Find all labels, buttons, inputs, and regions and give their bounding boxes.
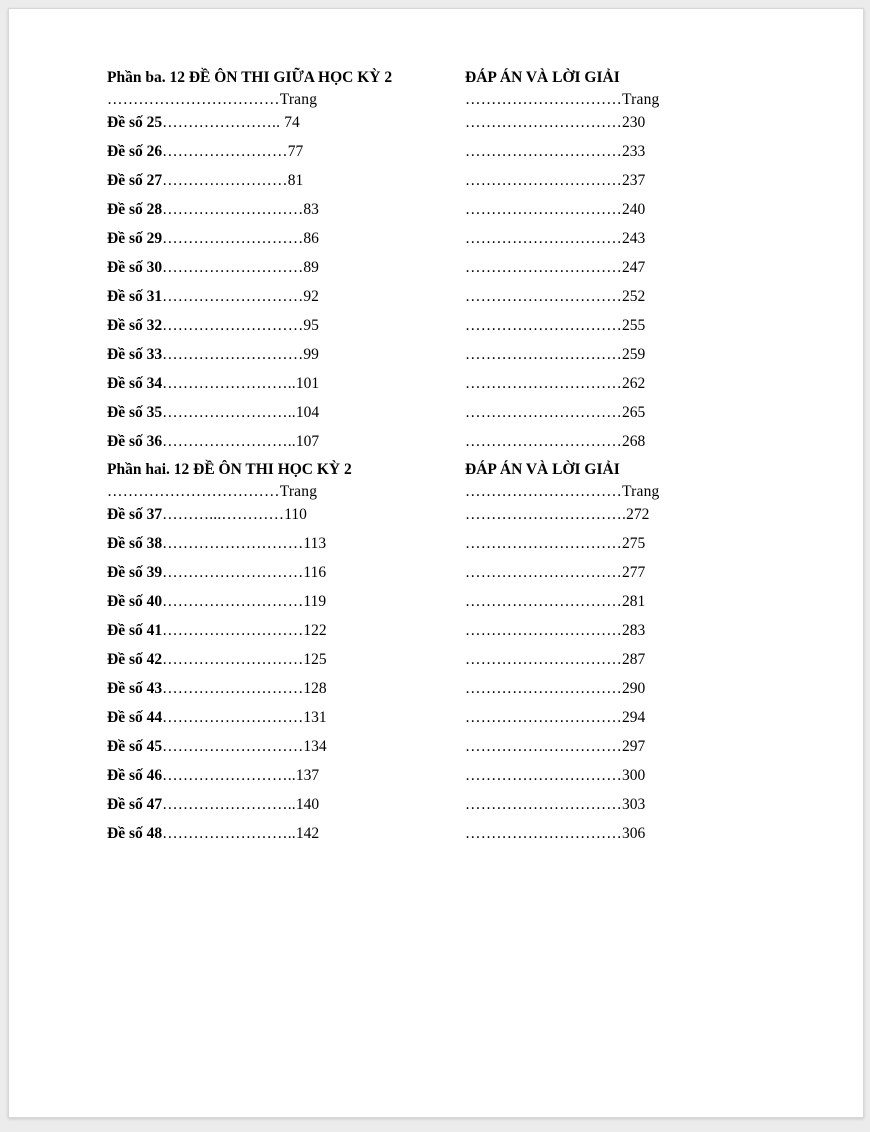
toc-row — [107, 825, 747, 854]
toc-entry-label: Đề số 36 — [107, 433, 163, 450]
toc-leader-dots: ………………………… — [465, 796, 622, 813]
answer-page-number: 297 — [622, 738, 646, 755]
toc-right-entry — [465, 230, 645, 248]
toc-leader-dots: ………………………… — [465, 172, 622, 189]
toc-page-number: 83 — [303, 201, 319, 218]
answer-page-number: 240 — [622, 201, 646, 218]
toc-row — [107, 143, 747, 172]
right-trang-label: …………………………Trang — [465, 91, 660, 108]
section-part-two — [107, 461, 747, 854]
answer-page-number: 294 — [622, 709, 646, 726]
toc-leader-dots: ………………………… — [465, 825, 622, 842]
toc-leader-dots: ……………………… — [162, 622, 304, 639]
toc-right-entry — [465, 622, 645, 640]
toc-entry-label: Đề số 40 — [107, 593, 163, 610]
toc-page-number: 140 — [295, 796, 320, 813]
toc-page-number: 119 — [303, 593, 327, 610]
toc-page-number: 89 — [303, 259, 319, 276]
toc-leader-dots: ………………………… — [465, 564, 622, 581]
toc-entry-label: Đề số 41 — [107, 622, 163, 639]
toc-leader-dots: ……………………… — [162, 564, 304, 581]
toc-right-entry — [465, 796, 645, 814]
toc-entry-label: Đề số 45 — [107, 738, 163, 755]
toc-leader-dots: ……………………… — [162, 288, 304, 305]
toc-right-entry — [465, 680, 645, 698]
toc-entry-label: Đề số 43 — [107, 680, 163, 697]
answer-page-number: 233 — [622, 143, 646, 160]
toc-row — [107, 288, 747, 317]
toc-entries — [107, 506, 747, 854]
toc-leader-dots: ………………………… — [465, 593, 622, 610]
toc-leader-dots: ……………………… — [162, 230, 304, 247]
toc-entry-label: Đề số 32 — [107, 317, 163, 334]
toc-right-entry — [465, 114, 645, 132]
toc-leader-dots: …………………….. — [162, 825, 296, 842]
answer-page-number: 255 — [622, 317, 646, 334]
toc-row — [107, 680, 747, 709]
toc-row — [107, 259, 747, 288]
left-trang-label: ……………………………Trang — [107, 483, 318, 500]
toc-leader-dots: ………………………… — [465, 317, 622, 334]
toc-entry-label: Đề số 46 — [107, 767, 163, 784]
toc-entry-label: Đề số 26 — [107, 143, 163, 160]
toc-page-number: 77 — [287, 143, 304, 160]
toc-page-number: 134 — [303, 738, 327, 755]
toc-row — [107, 317, 747, 346]
toc-page-number: 131 — [303, 709, 327, 726]
left-trang-label: ……………………………Trang — [107, 91, 318, 108]
toc-row — [107, 346, 747, 375]
toc-leader-dots: ……………………… — [162, 680, 304, 697]
toc-leader-dots: ………………………… — [465, 230, 622, 247]
toc-page-number: 107 — [295, 433, 320, 450]
toc-leader-dots: ……………………… — [162, 738, 304, 755]
toc-entry-label: Đề số 35 — [107, 404, 163, 421]
toc-left-entry — [107, 172, 303, 190]
section-heading-row — [107, 461, 747, 483]
toc-page-number: 86 — [303, 230, 319, 247]
toc-row — [107, 709, 747, 738]
section-right-heading: ĐÁP ÁN VÀ LỜI GIẢI — [465, 461, 620, 478]
toc-entry-label: Đề số 27 — [107, 172, 163, 189]
toc-page-number: 116 — [303, 564, 327, 581]
toc-right-entry — [465, 593, 645, 611]
toc-entry-label: Đề số 44 — [107, 709, 163, 726]
toc-leader-dots: ………………………… — [465, 680, 622, 697]
section-heading-row — [107, 69, 747, 91]
toc-row — [107, 622, 747, 651]
toc-leader-dots: ………………………… — [465, 375, 622, 392]
toc-leader-dots: ………………………… — [465, 259, 622, 276]
toc-left-entry — [107, 738, 327, 756]
trang-row — [107, 483, 747, 506]
answer-page-number: 287 — [622, 651, 646, 668]
toc-left-entry — [107, 201, 319, 219]
toc-leader-dots: …………………….. — [162, 375, 296, 392]
toc-entry-label: Đề số 38 — [107, 535, 163, 552]
toc-leader-dots: ………………………… — [465, 709, 622, 726]
toc-leader-dots: …………………….. — [162, 404, 296, 421]
toc-left-entry — [107, 622, 327, 640]
toc-row — [107, 433, 747, 462]
toc-leader-dots: ……………………… — [162, 651, 304, 668]
toc-right-entry — [465, 564, 645, 582]
toc-left-entry — [107, 375, 319, 393]
toc-left-entry — [107, 230, 319, 248]
answer-page-number: 268 — [622, 433, 646, 450]
toc-page-number: 104 — [295, 404, 320, 421]
toc-leader-dots: ………………………… — [465, 114, 622, 131]
toc-right-entry — [465, 346, 645, 364]
toc-page-number: 95 — [303, 317, 319, 334]
toc-right-entry — [465, 288, 645, 306]
toc-entry-label: Đề số 33 — [107, 346, 163, 363]
toc-right-entry — [465, 825, 645, 843]
answer-page-number: 275 — [622, 535, 646, 552]
toc-row — [107, 796, 747, 825]
toc-entry-label: Đề số 28 — [107, 201, 163, 218]
toc-row — [107, 201, 747, 230]
toc-entry-label: Đề số 37 — [107, 506, 163, 523]
toc-entry-label: Đề số 42 — [107, 651, 163, 668]
section-right-heading: ĐÁP ÁN VÀ LỜI GIẢI — [465, 69, 620, 86]
toc-left-entry — [107, 317, 319, 335]
toc-left-entry — [107, 564, 326, 582]
section-left-heading: Phần hai. 12 ĐỀ ÔN THI HỌC KỲ 2 — [107, 461, 352, 478]
toc-left-entry — [107, 709, 327, 727]
answer-page-number: 306 — [622, 825, 646, 842]
toc-left-entry — [107, 143, 303, 161]
toc-entry-label: Đề số 39 — [107, 564, 163, 581]
toc-entries — [107, 114, 747, 462]
toc-left-entry — [107, 825, 319, 843]
toc-right-entry — [465, 738, 645, 756]
toc-leader-dots: ………...………… — [162, 506, 285, 523]
toc-page-number: 81 — [287, 172, 304, 189]
toc-right-entry — [465, 172, 645, 190]
toc-page-number: 99 — [303, 346, 319, 363]
right-trang-label: …………………………Trang — [465, 483, 660, 500]
toc-left-entry — [107, 259, 319, 277]
toc-entry-label: Đề số 47 — [107, 796, 163, 813]
toc-row — [107, 506, 747, 535]
toc-row — [107, 593, 747, 622]
toc-leader-dots: …………………………. — [465, 506, 627, 523]
toc-right-entry — [465, 651, 645, 669]
toc-leader-dots: ……………………… — [162, 709, 304, 726]
toc-leader-dots: ……………………… — [162, 346, 304, 363]
document-page — [8, 8, 864, 1118]
toc-leader-dots: ………………………… — [465, 404, 622, 421]
toc-page-number: 74 — [284, 114, 300, 131]
toc-right-entry — [465, 375, 645, 393]
section-left-heading: Phần ba. 12 ĐỀ ÔN THI GIỮA HỌC KỲ 2 — [107, 69, 393, 86]
toc-right-entry — [465, 201, 645, 219]
toc-page-number: 113 — [303, 535, 327, 552]
answer-page-number: 300 — [622, 767, 646, 784]
answer-page-number: 243 — [622, 230, 646, 247]
answer-page-number: 283 — [622, 622, 646, 639]
toc-right-entry — [465, 767, 645, 785]
toc-row — [107, 230, 747, 259]
toc-leader-dots: ……………………… — [162, 201, 304, 218]
toc-leader-dots: …………………….. — [162, 796, 296, 813]
toc-page-number: 110 — [284, 506, 307, 523]
toc-leader-dots: ……………………… — [162, 535, 304, 552]
answer-page-number: 265 — [622, 404, 646, 421]
toc-page-number: 128 — [303, 680, 327, 697]
toc-left-entry — [107, 346, 319, 364]
toc-page-number: 92 — [303, 288, 319, 305]
toc-right-entry — [465, 404, 645, 422]
toc-row — [107, 535, 747, 564]
toc-page-number: 122 — [303, 622, 327, 639]
toc-leader-dots: ……………………… — [162, 317, 304, 334]
toc-entry-label: Đề số 29 — [107, 230, 163, 247]
toc-leader-dots: ……………………… — [162, 593, 304, 610]
toc-leader-dots: ………………………… — [465, 651, 622, 668]
toc-row — [107, 404, 747, 433]
toc-leader-dots: ………………………… — [465, 433, 622, 450]
toc-row — [107, 375, 747, 404]
answer-page-number: 281 — [622, 593, 646, 610]
toc-page-number: 137 — [295, 767, 320, 784]
toc-leader-dots: ………………………… — [465, 201, 622, 218]
toc-leader-dots: ………………………… — [465, 288, 622, 305]
toc-row — [107, 114, 747, 143]
toc-leader-dots: ………………………… — [465, 143, 622, 160]
answer-page-number: 277 — [622, 564, 646, 581]
toc-right-entry — [465, 535, 645, 553]
toc-leader-dots: ………………………… — [465, 622, 622, 639]
trang-row — [107, 91, 747, 114]
toc-left-entry — [107, 680, 327, 698]
answer-page-number: 303 — [622, 796, 646, 813]
toc-left-entry — [107, 593, 326, 611]
toc-left-entry — [107, 506, 307, 524]
toc-row — [107, 651, 747, 680]
toc-page-number: 142 — [295, 825, 320, 842]
answer-page-number: 237 — [622, 172, 646, 189]
toc-entry-label: Đề số 31 — [107, 288, 163, 305]
toc-leader-dots: ………………………… — [465, 738, 622, 755]
toc-leader-dots: ………………………… — [465, 346, 622, 363]
toc-row — [107, 172, 747, 201]
toc-left-entry — [107, 796, 319, 814]
toc-leader-dots: ………………………… — [465, 767, 622, 784]
toc-entry-label: Đề số 25 — [107, 114, 163, 131]
toc-left-entry — [107, 114, 300, 132]
toc-entry-label: Đề số 30 — [107, 259, 163, 276]
answer-page-number: 290 — [622, 680, 646, 697]
toc-left-entry — [107, 535, 326, 553]
answer-page-number: 272 — [626, 506, 650, 523]
toc-left-entry — [107, 288, 319, 306]
toc-row — [107, 564, 747, 593]
toc-leader-dots: …………………… — [162, 143, 288, 160]
toc-page-number: 125 — [303, 651, 327, 668]
answer-page-number: 247 — [622, 259, 646, 276]
toc-entry-label: Đề số 48 — [107, 825, 163, 842]
toc-page-number: 101 — [295, 375, 320, 392]
toc-leader-dots: ………………………… — [465, 535, 622, 552]
toc-right-entry — [465, 259, 645, 277]
toc-row — [107, 767, 747, 796]
toc-leader-dots: ……………………… — [162, 259, 304, 276]
toc-leader-dots: …………………… — [162, 172, 288, 189]
toc-right-entry — [465, 317, 645, 335]
toc-row — [107, 738, 747, 767]
toc-right-entry — [465, 506, 649, 524]
toc-right-entry — [465, 433, 645, 451]
answer-page-number: 230 — [622, 114, 646, 131]
toc-left-entry — [107, 433, 319, 451]
toc-leader-dots: …………………….. — [162, 767, 296, 784]
section-part-three — [107, 69, 747, 462]
answer-page-number: 262 — [622, 375, 646, 392]
answer-page-number: 259 — [622, 346, 646, 363]
toc-left-entry — [107, 767, 319, 785]
answer-page-number: 252 — [622, 288, 646, 305]
toc-left-entry — [107, 404, 319, 422]
toc-right-entry — [465, 143, 645, 161]
toc-leader-dots: ………………….. — [162, 114, 285, 131]
toc-right-entry — [465, 709, 645, 727]
toc-entry-label: Đề số 34 — [107, 375, 163, 392]
toc-leader-dots: …………………….. — [162, 433, 296, 450]
toc-left-entry — [107, 651, 327, 669]
